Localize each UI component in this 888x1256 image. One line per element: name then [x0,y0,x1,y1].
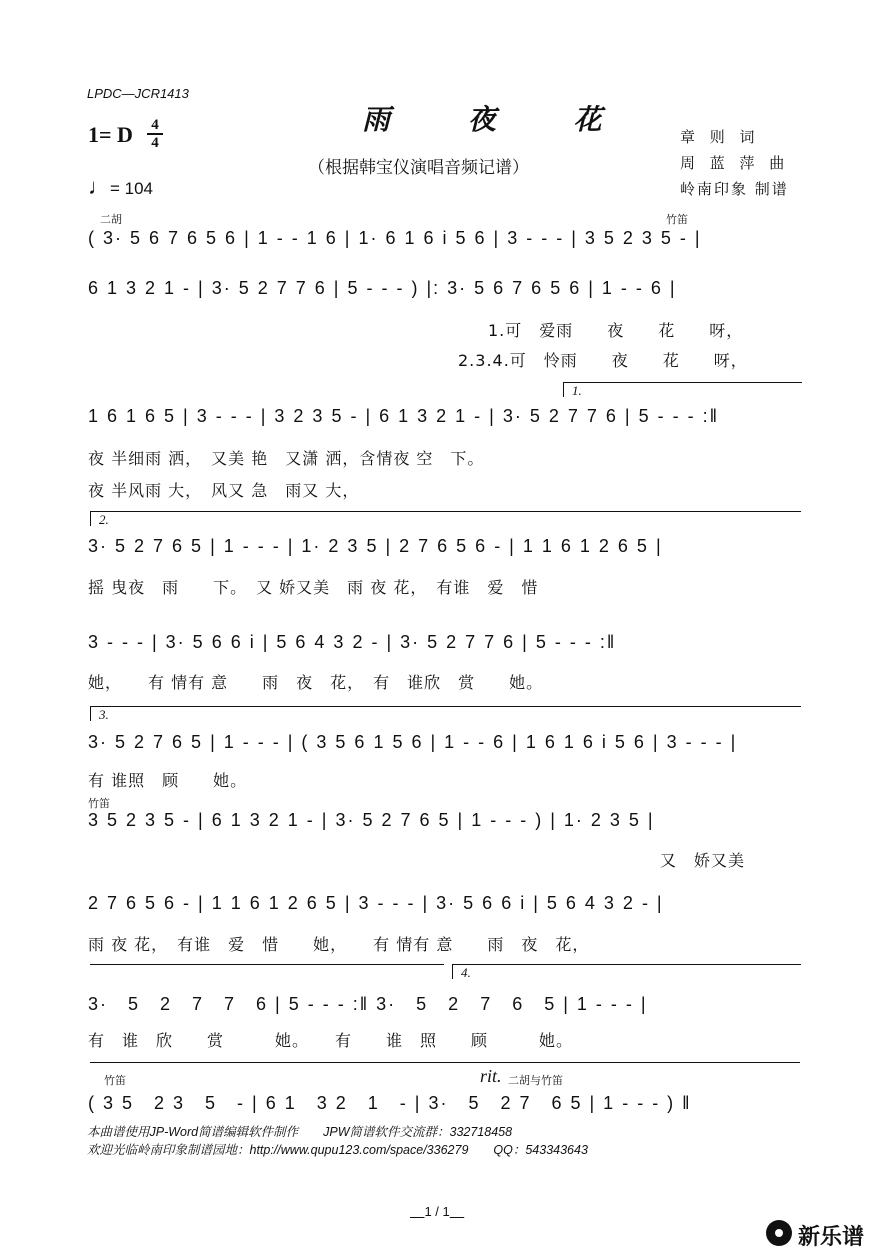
instrument-label-dizi-2: 竹笛 [88,797,110,810]
lyric-line-4: 摇 曳夜 雨 下。 又 娇又美 雨 夜 花， 有谁 爱 惜 [88,578,539,597]
notation-line-4: 3· 5 2 7 6 5 | 1 - - - | 1· 2 3 5 | 2 7 6 5 6 - | 1 1 6 1 2 6 5 | [88,536,663,556]
lyric-line-3a: 夜 半细雨 洒， 又美 艳 又潇 洒，含情夜 空 下。 [88,449,485,468]
notation-line-10: ( 3 5 2 3 5 - | 6 1 3 2 1 - | 3· 5 2 7 6 5 | 1 - - - ) ‖ [88,1093,692,1113]
footer-website-note: 欢迎光临岭南印象制谱园地：http://www.qupu123.com/space/336279 QQ：543343643 [87,1143,588,1157]
lyricist-credit: 章 则 词 [680,128,760,146]
instrument-label-erhu: 二胡 [100,213,122,226]
notation-line-6: 3· 5 2 7 6 5 | 1 - - - | ( 3 5 6 1 5 6 | 1 - - 6 | 1 6 1 6 i 5 6 | 3 - - - | [88,732,738,752]
key-signature: 1= D [88,122,133,147]
lyric-line-2a: 1.可 爱雨 夜 花 呀， [488,321,744,340]
instrument-label-dizi: 竹笛 [666,213,688,226]
volta-bracket-2 [90,511,801,526]
lyric-line-5: 她， 有 情有 意 雨 夜 花， 有 谁欣 赏 她。 [88,673,544,692]
composer-credit: 周 蓝 萍 曲 [680,154,790,172]
notation-line-9: 3· 5 2 7 7 6 | 5 - - - :‖ 3· 5 2 7 6 5 | 1 - - - | [88,994,648,1014]
time-signature [147,118,163,150]
ending-bracket-line [90,1062,800,1063]
lyric-line-6: 有 谁照 顾 她。 [88,771,248,790]
site-logo [766,1218,878,1250]
notation-line-8: 2 7 6 5 6 - | 1 1 6 1 2 6 5 | 3 - - - | 3· 5 6 6 i | 5 6 4 3 2 - | [88,893,664,913]
record-disc-icon [766,1220,792,1246]
volta-label-4: 4. [461,965,471,980]
lyric-line-2b: 2.3.4.可 怜雨 夜 花 呀， [458,351,748,370]
volta-bracket-3 [90,706,801,721]
lyric-line-9: 有 谁 欣 赏 她。 有 谁 照 顾 她。 [88,1031,574,1050]
song-title: 雨 夜 花 [362,103,636,136]
lyric-line-7: 又 娇又美 [660,851,746,870]
notation-line-1: ( 3· 5 6 7 6 5 6 | 1 - - 1 6 | 1· 6 1 6 i 5 6 | 3 - - - | 3 5 2 3 5 - | [88,228,702,248]
notation-line-2: 6 1 3 2 1 - | 3· 5 2 7 7 6 | 5 - - - ) |: 3· 5 6 7 6 5 6 | 1 - - 6 | [88,278,677,298]
arranger-credit: 岭南印象 制谱 [680,180,789,198]
tempo-marking [88,174,153,200]
volta-label-2: 2. [99,512,109,527]
volta-bracket-4 [452,964,801,979]
tempo-value: = 104 [110,179,154,198]
notation-line-5: 3 - - - | 3· 5 6 6 i | 5 6 4 3 2 - | 3· 5 2 7 7 6 | 5 - - - :‖ [88,632,617,652]
logo-text: 新乐谱 [798,1225,865,1250]
time-numerator: 4 [151,117,159,133]
time-denominator: 4 [151,135,159,151]
notation-line-7: 3 5 2 3 5 - | 6 1 3 2 1 - | 3· 5 2 7 6 5 | 1 - - - ) | 1· 2 3 5 | [88,810,655,830]
page-number [410,1204,464,1219]
page-number-text: 1 / 1 [424,1204,450,1219]
instrument-label-both: 二胡与竹笛 [508,1074,563,1087]
ritardando-marking: rit. [480,1066,502,1086]
repeat-bracket-line [90,964,444,965]
lyric-line-8: 雨 夜 花， 有谁 爱 惜 她， 有 情有 意 雨 夜 花， [88,935,590,954]
quarter-note-icon: ♩ [88,174,110,199]
lyric-line-3b: 夜 半风雨 大， 风又 急 雨又 大， [88,481,360,500]
song-subtitle: （根据韩宝仪演唱音频记谱） [308,158,529,178]
volta-bracket-1 [563,382,802,397]
notation-line-3: 1 6 1 6 5 | 3 - - - | 3 2 3 5 - | 6 1 3 2 1 - | 3· 5 2 7 7 6 | 5 - - - :‖ [88,406,720,426]
instrument-label-dizi-3: 竹笛 [104,1074,126,1087]
score-code: LPDC—JCR1413 [87,86,189,101]
volta-label-1: 1. [572,383,582,398]
footer-software-note: 本曲谱使用JP-Word简谱编辑软件制作 JPW简谱软件交流群：332718458 [87,1125,513,1139]
volta-label-3: 3. [99,707,109,722]
